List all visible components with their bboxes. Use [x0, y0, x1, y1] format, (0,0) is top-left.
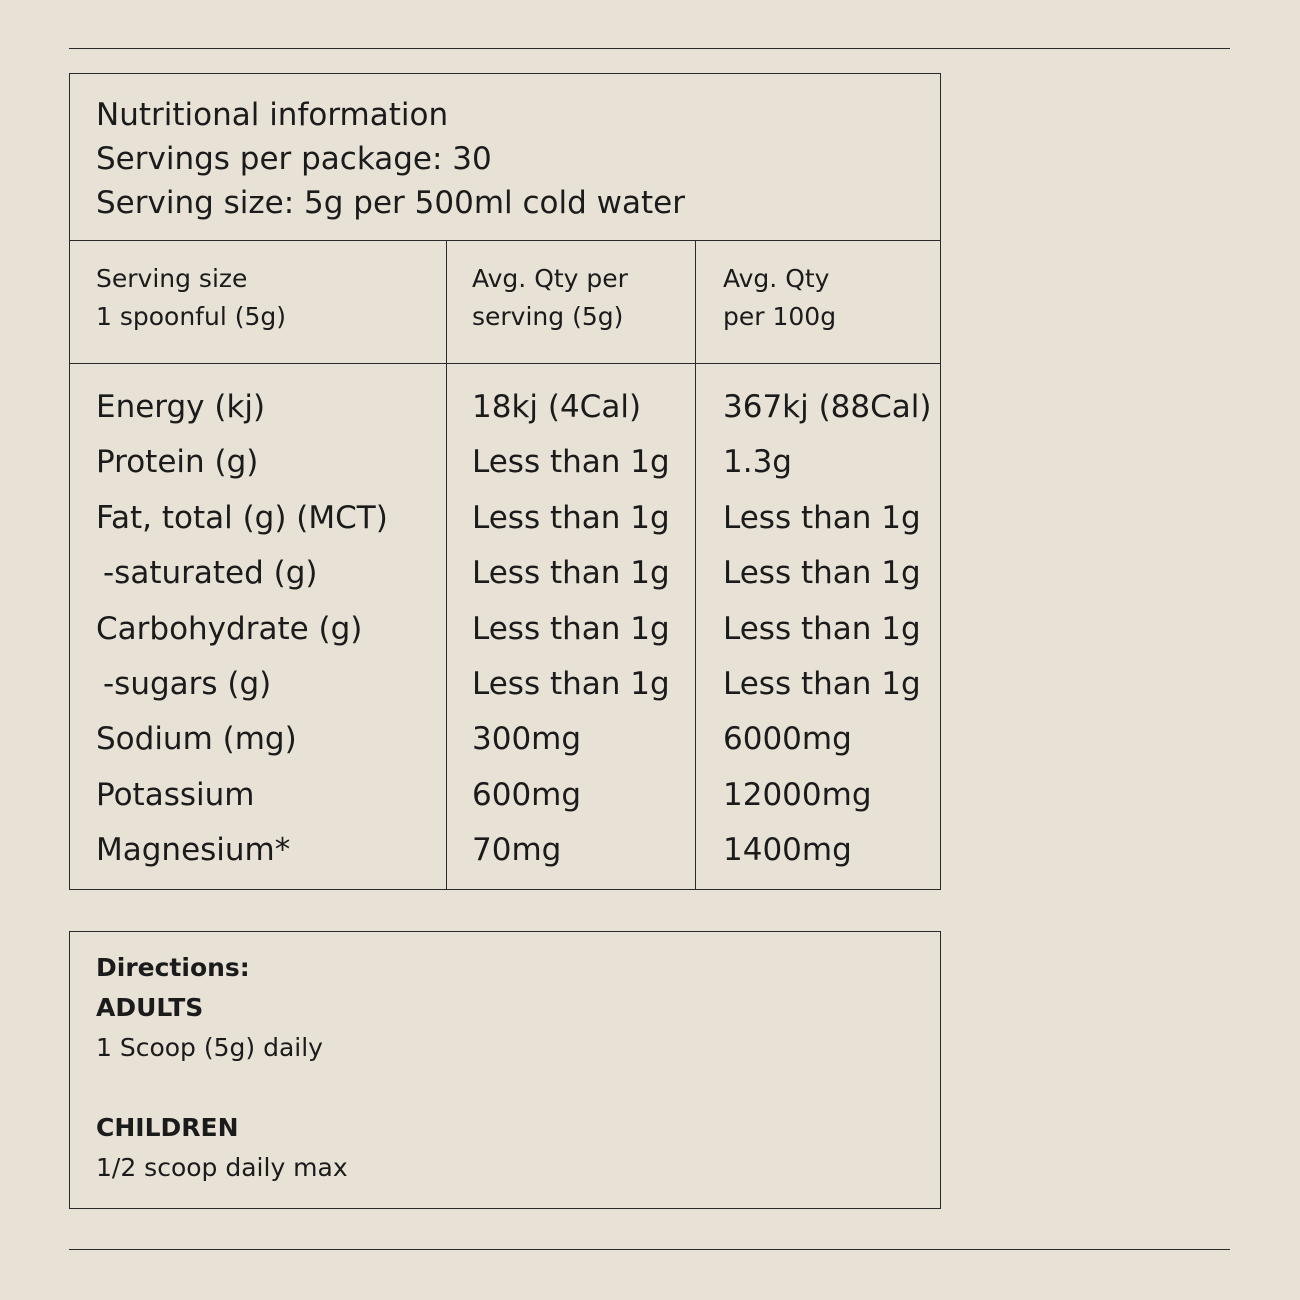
- per-100g-value: Less than 1g: [723, 499, 921, 536]
- per-100g-value: 6000mg: [723, 721, 852, 758]
- per-100g-value: 367kj (88Cal): [723, 389, 932, 425]
- table-row: [70, 768, 940, 823]
- table-row: [70, 602, 940, 657]
- nutrient-label: Sodium (mg): [96, 721, 297, 758]
- table-row: [70, 435, 940, 490]
- per-serving-value: Less than 1g: [472, 499, 670, 536]
- table-row: [70, 546, 940, 601]
- top-divider: [69, 48, 1230, 49]
- bottom-divider: [69, 1249, 1230, 1250]
- nutrient-label: Carbohydrate (g): [96, 610, 363, 647]
- nutrition-header: [70, 74, 940, 241]
- table-row: [70, 657, 940, 712]
- per-100g-value: Less than 1g: [723, 555, 921, 592]
- nutrition-rows: [70, 380, 940, 879]
- children-heading: CHILDREN: [96, 1113, 239, 1142]
- directions-panel: [69, 931, 941, 1209]
- per-100g-value: 1.3g: [723, 444, 792, 481]
- per-100g-value: 1400mg: [723, 832, 852, 869]
- per-serving-value: 300mg: [472, 721, 582, 758]
- nutrient-label: Magnesium*: [96, 832, 291, 869]
- per-100g-value: Less than 1g: [723, 665, 921, 702]
- nutrient-label: Energy (kj): [96, 389, 266, 425]
- directions-title: Directions:: [96, 953, 250, 982]
- table-row: [70, 380, 940, 435]
- per-100g-value: 12000mg: [723, 776, 872, 813]
- nutrition-title: Nutritional information: [96, 97, 449, 133]
- children-dosage: 1/2 scoop daily max: [96, 1153, 348, 1182]
- column-header-per-100g: Avg. Qty per 100g: [723, 264, 837, 331]
- per-serving-value: Less than 1g: [472, 555, 670, 592]
- per-serving-value: Less than 1g: [472, 665, 670, 702]
- adults-dosage: 1 Scoop (5g) daily: [96, 1033, 323, 1062]
- adults-heading: ADULTS: [96, 993, 204, 1022]
- per-serving-value: 600mg: [472, 776, 582, 813]
- nutrient-label: Fat, total (g) (MCT): [96, 499, 388, 536]
- servings-per-package: Servings per package: 30: [96, 141, 492, 177]
- nutrition-panel: [69, 73, 941, 890]
- table-row: [70, 823, 940, 878]
- per-serving-value: Less than 1g: [472, 610, 670, 647]
- table-row: [70, 712, 940, 767]
- nutrient-label: Potassium: [96, 776, 255, 813]
- per-100g-value: Less than 1g: [723, 610, 921, 647]
- per-serving-value: 70mg: [472, 832, 562, 869]
- per-serving-value: Less than 1g: [472, 444, 670, 481]
- column-header-per-serving: Avg. Qty per serving (5g): [472, 264, 628, 331]
- column-header-serving-size: Serving size 1 spoonful (5g): [96, 264, 287, 331]
- per-serving-value: 18kj (4Cal): [472, 389, 642, 425]
- nutrient-label: Protein (g): [96, 444, 259, 481]
- table-row: [70, 491, 940, 546]
- column-headers: [70, 241, 940, 364]
- nutrient-label: -saturated (g): [103, 555, 318, 592]
- serving-size: Serving size: 5g per 500ml cold water: [96, 185, 685, 221]
- nutrient-label: -sugars (g): [103, 665, 272, 702]
